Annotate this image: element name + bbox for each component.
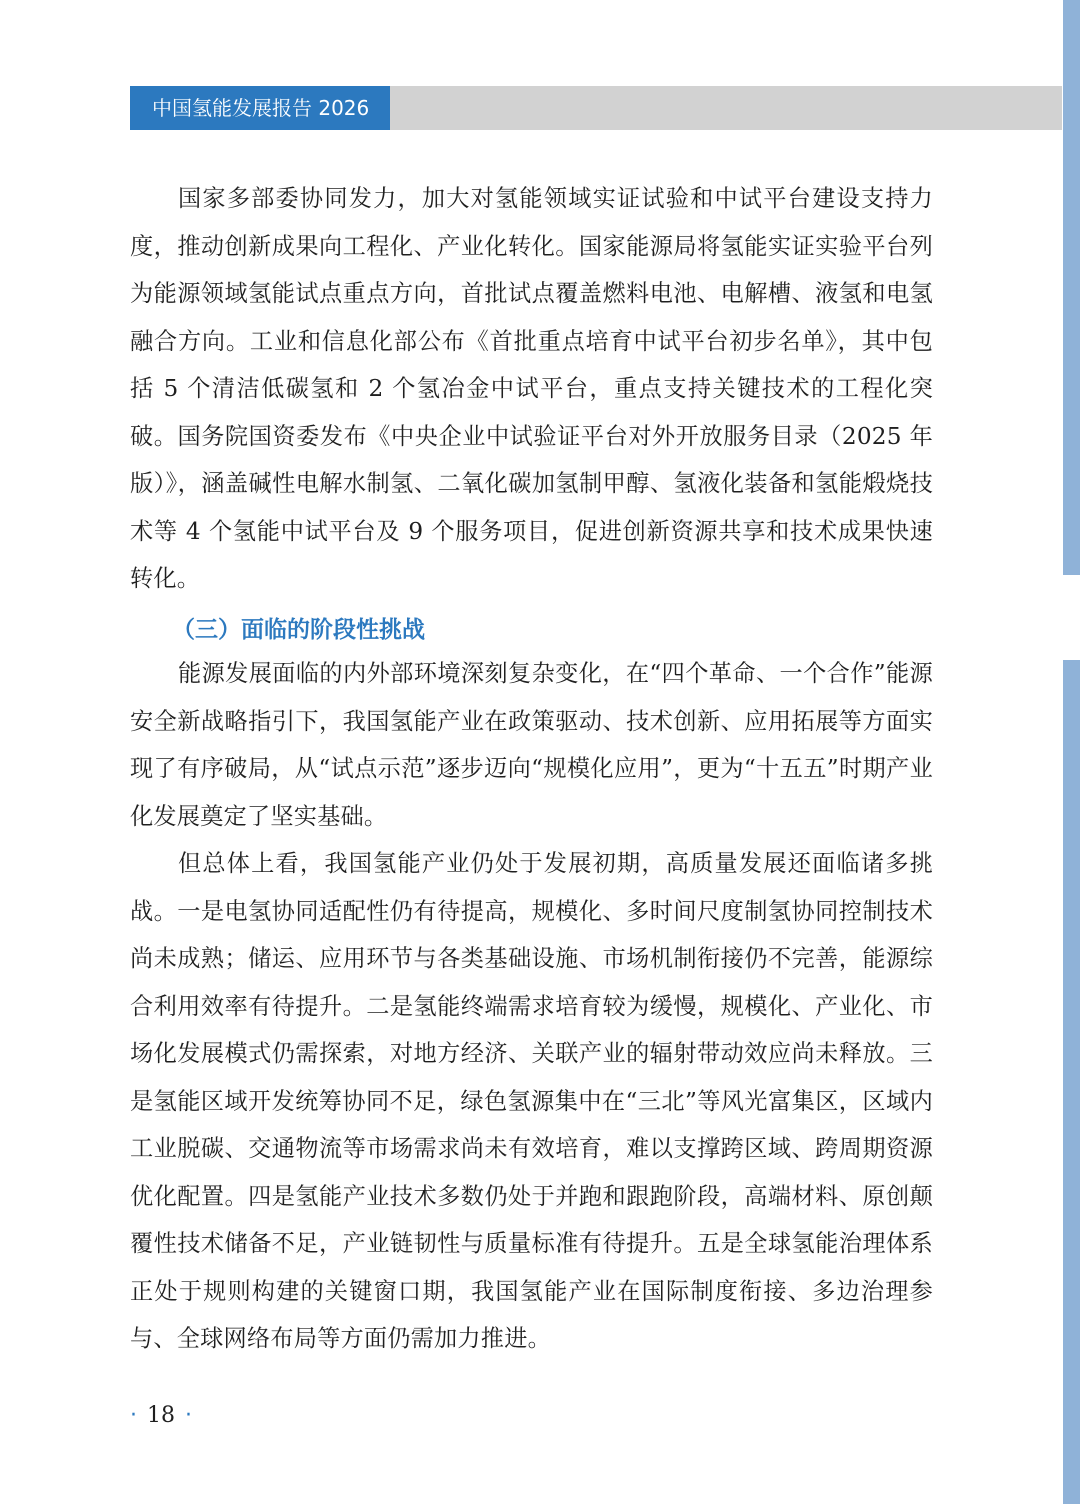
page-number-footer — [130, 1398, 192, 1434]
page-number-dot-right: · — [185, 1403, 192, 1428]
section-heading: （三）面临的阶段性挑战 — [172, 617, 425, 643]
page-number: 18 — [147, 1403, 175, 1428]
body-paragraph-2: 能源发展面临的内外部环境深刻复杂变化，在“四个革命、一个合作”能源安全新战略指引下，我国氢能产业在政策驱动、技术创新、应用拓展等方面实现了有序破局，从“试点示范”逐步迈向“规模化应用”，更为“十五五”时期产业化发展奠定了坚实基础。 — [130, 660, 933, 830]
body-paragraph-1: 国家多部委协同发力，加大对氢能领域实证试验和中试平台建设支持力度，推动创新成果向工程化、产业化转化。国家能源局将氢能实证实验平台列为能源领域氢能试点重点方向，首批试点覆盖燃料电池、电解槽、液氢和电氢融合方向。工业和信息化部公布《首批重点培育中试平台初步名单》，其中包括 5 个清洁低碳氢和 2 个氢冶金中试平台，重点支持关键技术的工程化突破。国务院国资委发布《中央企业中试验证平台对外开放服务目录（2025 年版）》，涵盖碱性电解水制氢、二氧化碳加氢制甲醇、氢液化装备和氢能煅烧技术等 4 个氢能中试平台及 9 个服务项目，促进创新资源共享和技术成果快速转化。 — [130, 185, 933, 592]
side-accent-bar-bottom — [1063, 660, 1080, 1504]
page-number-dot-left: · — [130, 1403, 137, 1428]
body-paragraph-3: 但总体上看，我国氢能产业仍处于发展初期，高质量发展还面临诸多挑战。一是电氢协同适配性仍有待提高，规模化、多时间尺度制氢协同控制技术尚未成熟；储运、应用环节与各类基础设施、市场机制衔接仍不完善，能源综合利用效率有待提升。二是氢能终端需求培育较为缓慢，规模化、产业化、市场化发展模式仍需探索，对地方经济、关联产业的辐射带动效应尚未释放。三是氢能区域开发统筹协同不足，绿色氢源集中在“三北”等风光富集区，区域内工业脱碳、交通物流等市场需求尚未有效培育，难以支撑跨区域、跨周期资源优化配置。四是氢能产业技术多数仍处于并跑和跟跑阶段，高端材料、原创颠覆性技术储备不足，产业链韧性与质量标准有待提升。五是全球氢能治理体系正处于规则构建的关键窗口期，我国氢能产业在国际制度衔接、多边治理参与、全球网络布局等方面仍需加力推进。 — [130, 850, 933, 1352]
side-accent-bar-top — [1063, 0, 1080, 575]
running-header-title: 中国氢能发展报告 2026 — [130, 86, 390, 130]
